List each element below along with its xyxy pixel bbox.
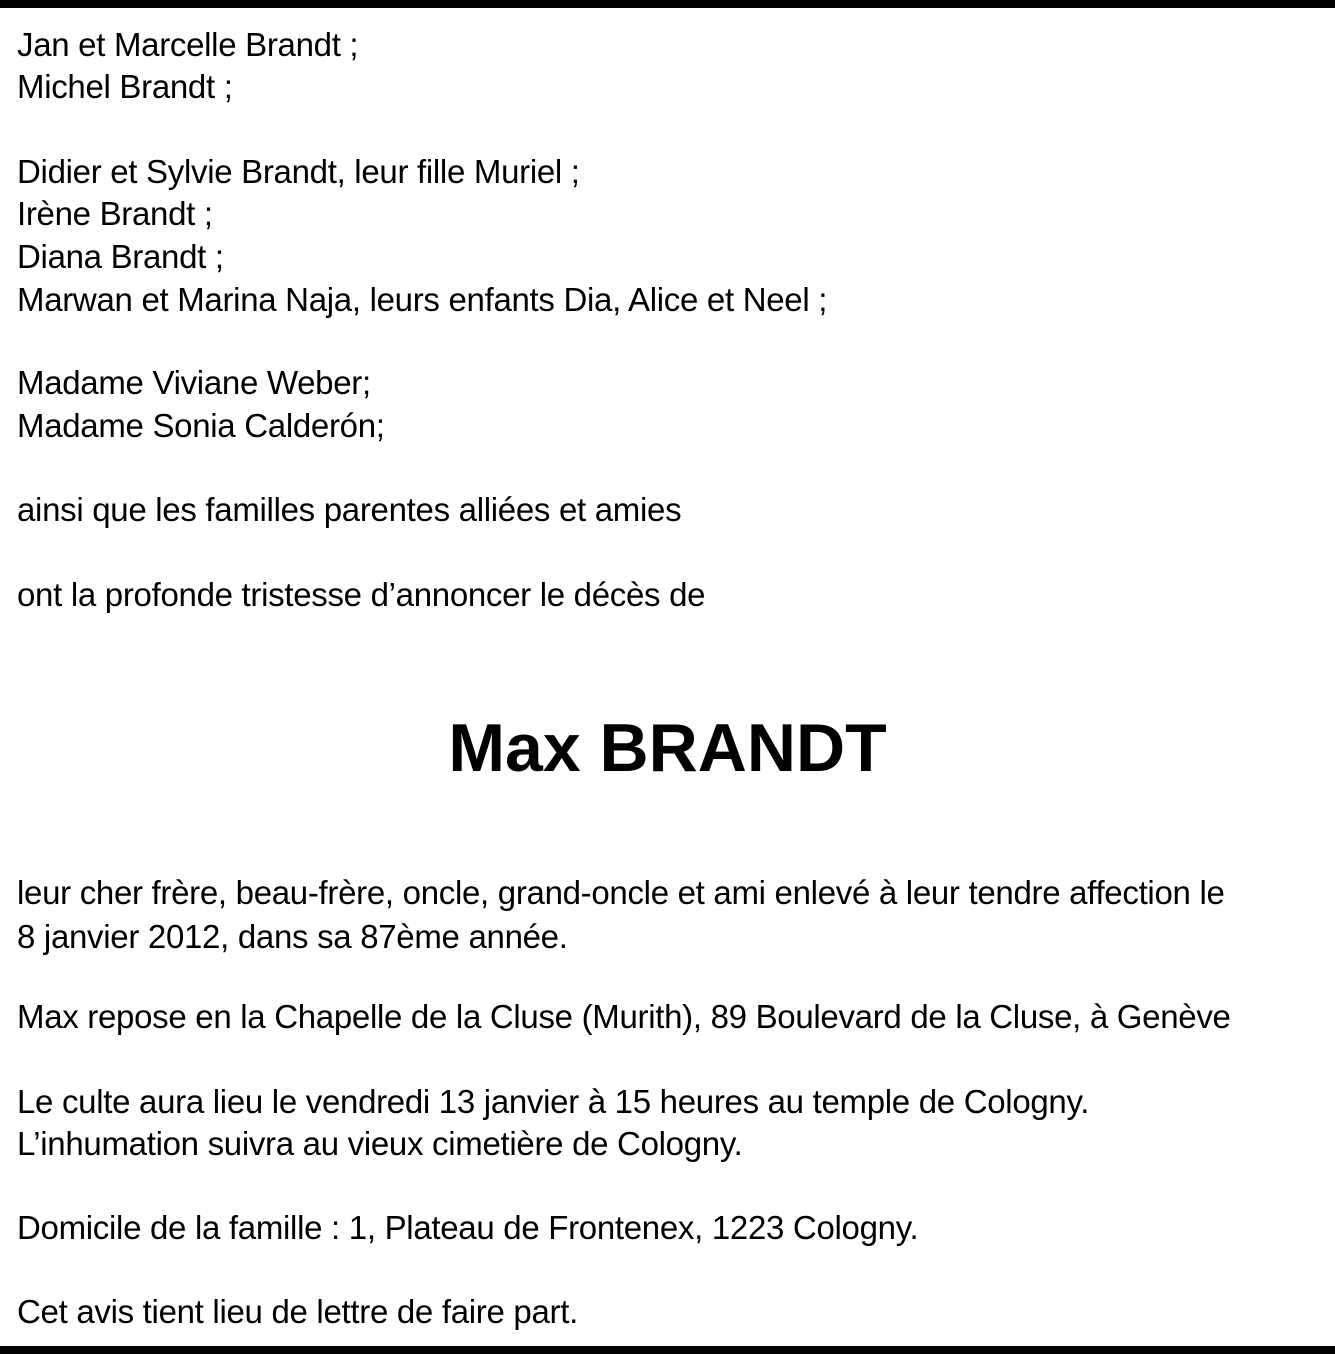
families-line: ainsi que les familles parentes alliées et amies — [17, 491, 682, 528]
ceremony-line: Le culte aura lieu le vendredi 13 janvier à 15 heures au temple de Cologny. — [17, 1083, 1090, 1120]
domicile-line: Domicile de la famille : 1, Plateau de Frontenex, 1223 Cologny. — [17, 1209, 919, 1246]
family-line: Marwan et Marina Naja, leurs enfants Dia, Alice et Neel ; — [17, 281, 828, 318]
tribute-line: leur cher frère, beau-frère, oncle, grand-oncle et ami enlevé à leur tendre affection le — [17, 874, 1225, 911]
family-line: Madame Viviane Weber; — [17, 364, 371, 401]
family-line: Irène Brandt ; — [17, 195, 213, 232]
bottom-border-rule — [0, 1346, 1335, 1354]
family-line: Didier et Sylvie Brandt, leur fille Muriel ; — [17, 153, 580, 190]
top-border-rule — [0, 0, 1335, 8]
deceased-name: Max BRANDT — [448, 710, 887, 786]
family-line: Madame Sonia Calderón; — [17, 407, 385, 444]
family-line: Jan et Marcelle Brandt ; — [17, 26, 359, 63]
announcement-line: ont la profonde tristesse d’annoncer le décès de — [17, 576, 706, 613]
repose-line: Max repose en la Chapelle de la Cluse (Murith), 89 Boulevard de la Cluse, à Genève — [17, 998, 1231, 1035]
closing-line: Cet avis tient lieu de lettre de faire part. — [17, 1293, 578, 1330]
family-line: Michel Brandt ; — [17, 68, 233, 105]
family-line: Diana Brandt ; — [17, 238, 224, 275]
ceremony-line: L’inhumation suivra au vieux cimetière de Cologny. — [17, 1125, 743, 1162]
tribute-line: 8 janvier 2012, dans sa 87ème année. — [17, 918, 568, 955]
